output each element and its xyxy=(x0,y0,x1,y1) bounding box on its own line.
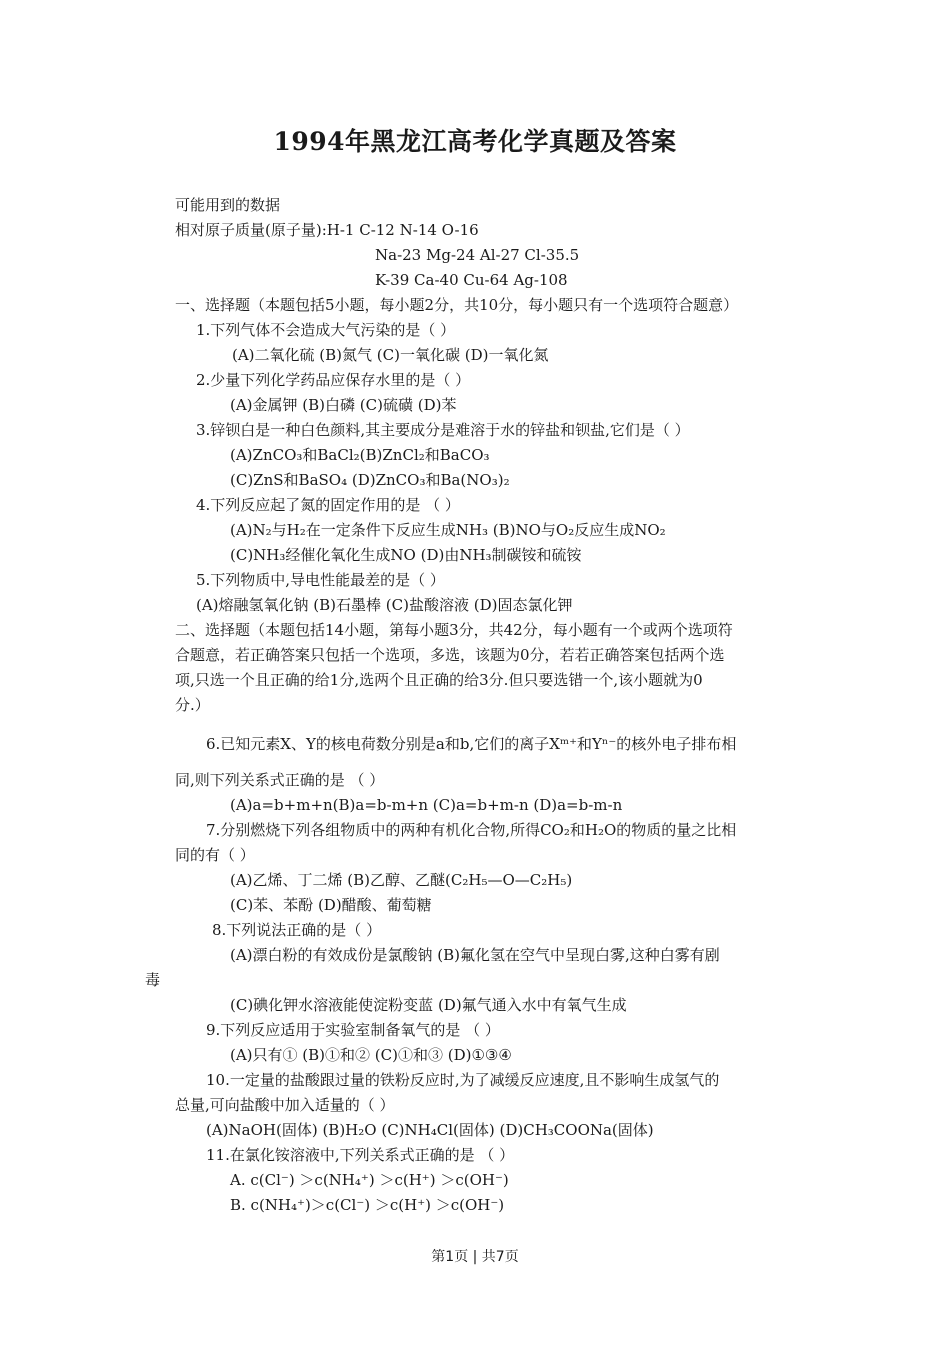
question-options: (C)苯、苯酚 (D)醋酸、葡萄糖 xyxy=(230,896,432,914)
question-stem: 3.锌钡白是一种白色颜料,其主要成分是难溶于水的锌盐和钡盐,它们是（ ） xyxy=(196,421,690,439)
question-stem: 同的有（ ） xyxy=(175,846,255,864)
question-stem: 9.下列反应适用于实验室制备氧气的是 （ ） xyxy=(206,1021,500,1039)
question-stem: 同,则下列关系式正确的是 （ ） xyxy=(175,771,385,789)
section-heading: 二、选择题（本题包括14小题，第每小题3分，共42分，每小题有一个或两个选项符 xyxy=(175,621,733,639)
question-options: (A)二氧化硫 (B)氮气 (C)一氧化碳 (D)一氧化氮 xyxy=(232,346,549,364)
page-footer: 第1页 | 共7页 xyxy=(431,1249,519,1265)
question-options: (A)漂白粉的有效成份是氯酸钠 (B)氟化氢在空气中呈现白雾,这种白雾有剧 xyxy=(230,946,720,964)
section-text: 合题意，若正确答案只包括一个选项，多选，该题为0分，若若正确答案包括两个选 xyxy=(175,646,725,664)
text-line: 可能用到的数据 xyxy=(175,196,281,214)
question-options: A. c(Cl⁻) ＞c(NH₄⁺) ＞c(H⁺) ＞c(OH⁻) xyxy=(230,1171,509,1189)
question-options: B. c(NH₄⁺)＞c(Cl⁻) ＞c(H⁺) ＞c(OH⁻) xyxy=(230,1196,505,1214)
question-options: (C)ZnS和BaSO₄ (D)ZnCO₃和Ba(NO₃)₂ xyxy=(230,471,510,489)
question-options: (C)NH₃经催化氧化生成NO (D)由NH₃制碳铵和硫铵 xyxy=(230,546,582,564)
section-text: 项,只选一个且正确的给1分,选两个且正确的给3分.但只要选错一个,该小题就为0 xyxy=(175,671,703,689)
question-stem: 11.在氯化铵溶液中,下列关系式正确的是 （ ） xyxy=(206,1146,515,1164)
text-line: K-39 Ca-40 Cu-64 Ag-108 xyxy=(375,271,568,289)
question-options: (A)金属钾 (B)白磷 (C)硫磺 (D)苯 xyxy=(230,396,457,414)
question-options: (A)熔融氢氧化钠 (B)石墨棒 (C)盐酸溶液 (D)固态氯化钾 xyxy=(196,596,573,614)
question-options: (A)NaOH(固体) (B)H₂O (C)NH₄Cl(固体) (D)CH₃COONa(固体) xyxy=(206,1121,654,1139)
question-stem: 1.下列气体不会造成大气污染的是（ ） xyxy=(196,321,456,339)
text-line: 相对原子质量(原子量):H-1 C-12 N-14 O-16 xyxy=(175,221,479,239)
question-stem: 4.下列反应起了氮的固定作用的是 （ ） xyxy=(196,496,460,514)
section-text: 分.） xyxy=(175,696,210,714)
question-options: (A)只有① (B)①和② (C)①和③ (D)①③④ xyxy=(230,1046,512,1064)
question-options: (A)a=b+m+n(B)a=b-m+n (C)a=b+m-n (D)a=b-m-n xyxy=(230,796,623,814)
question-options: (A)ZnCO₃和BaCl₂(B)ZnCl₂和BaCO₃ xyxy=(230,446,490,464)
question-options: (C)碘化钾水溶液能使淀粉变蓝 (D)氟气通入水中有氧气生成 xyxy=(230,996,627,1014)
question-stem: 8.下列说法正确的是（ ） xyxy=(212,921,382,939)
question-stem: 总量,可向盐酸中加入适量的（ ） xyxy=(175,1096,395,1114)
question-stem: 2.少量下列化学药品应保存水里的是（ ） xyxy=(196,371,471,389)
question-options: (A)N₂与H₂在一定条件下反应生成NH₃ (B)NO与O₂反应生成NO₂ xyxy=(230,521,666,539)
question-stem: 7.分别燃烧下列各组物质中的两种有机化合物,所得CO₂和H₂O的物质的量之比相 xyxy=(206,821,737,839)
question-stem: 6.已知元素X、Y的核电荷数分别是a和b,它们的离子Xᵐ⁺和Yⁿ⁻的核外电子排布相 xyxy=(206,735,737,753)
question-stem: 5.下列物质中,导电性能最差的是（ ） xyxy=(196,571,445,589)
text-line: Na-23 Mg-24 Al-27 Cl-35.5 xyxy=(375,246,580,264)
question-options: 毒 xyxy=(145,971,161,989)
document-title: 1994年黑龙江高考化学真题及答案 xyxy=(273,127,677,156)
question-options: (A)乙烯、丁二烯 (B)乙醇、乙醚(C₂H₅—O—C₂H₅) xyxy=(230,871,573,889)
section-heading: 一、选择题（本题包括5小题，每小题2分，共10分，每小题只有一个选项符合题意） xyxy=(175,296,739,314)
question-stem: 10.一定量的盐酸跟过量的铁粉反应时,为了减缓反应速度,且不影响生成氢气的 xyxy=(206,1071,720,1089)
